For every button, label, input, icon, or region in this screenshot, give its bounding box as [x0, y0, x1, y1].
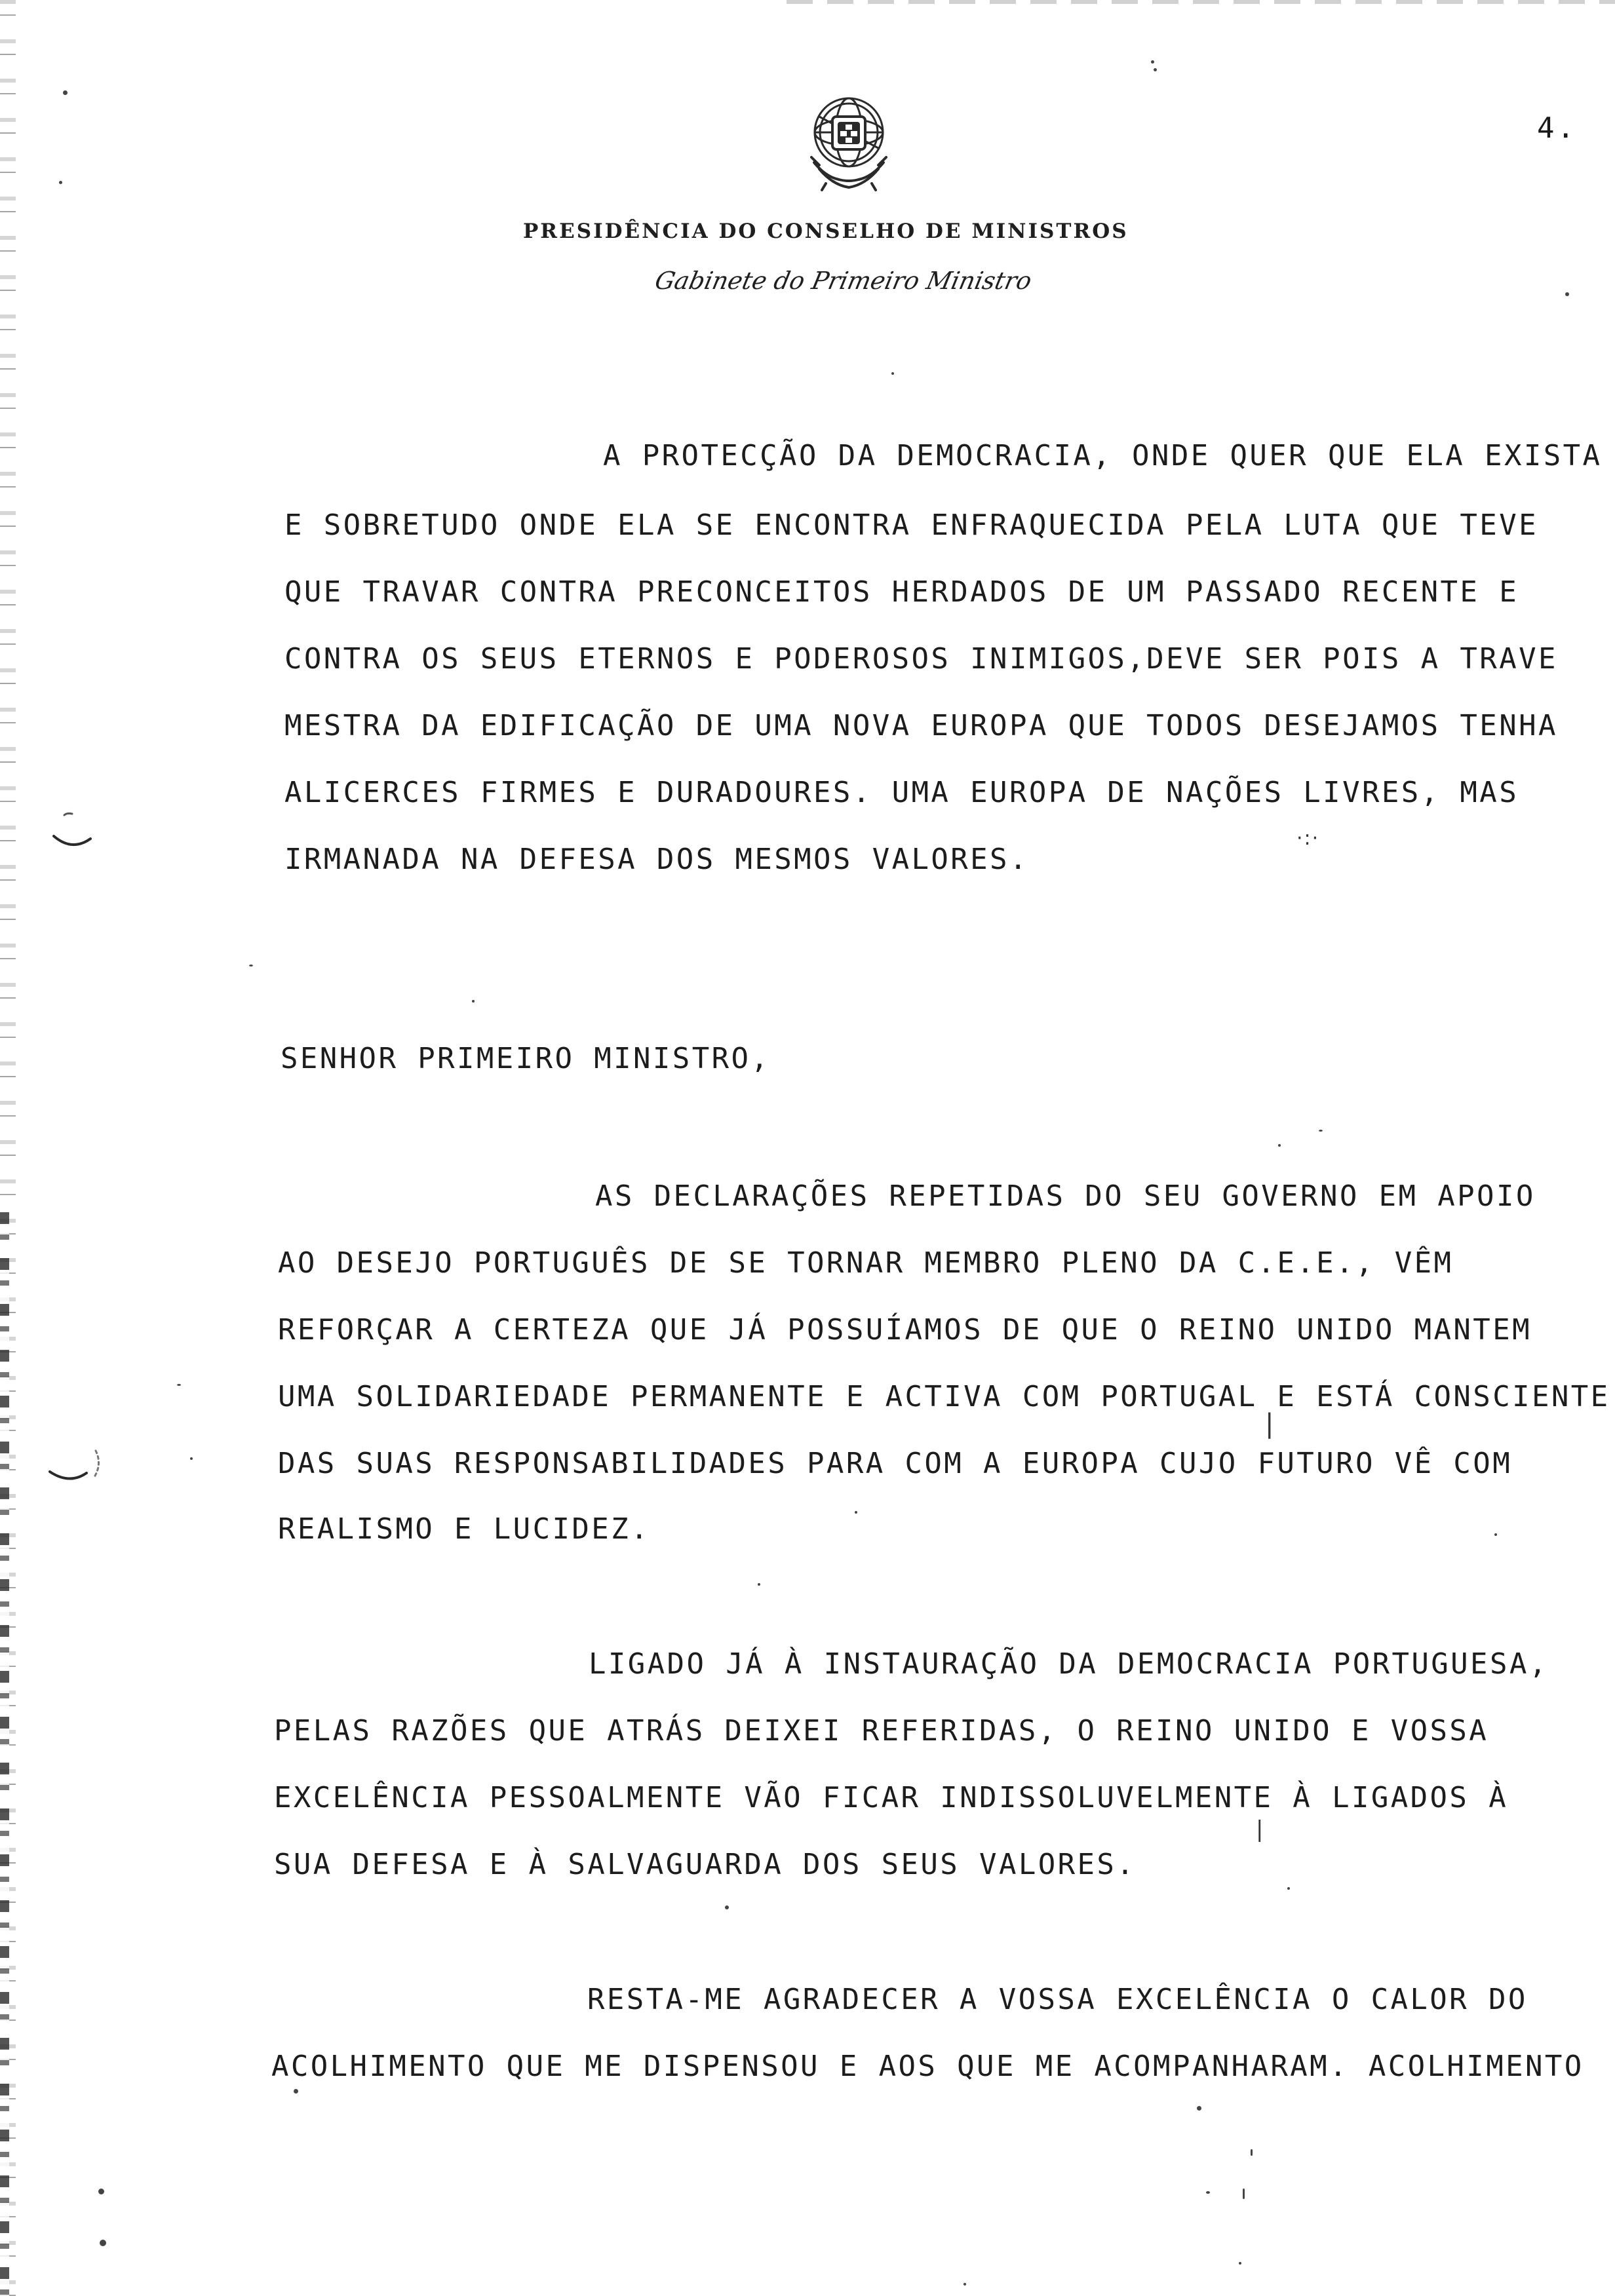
scan-speck	[1206, 2191, 1210, 2194]
scan-speck	[249, 965, 253, 966]
paragraph-4-line-1: RESTA-ME AGRADECER A VOSSA EXCELÊNCIA O CALOR DO	[587, 1983, 1528, 2016]
paragraph-2-line-1: AS DECLARAÇÕES REPETIDAS DO SEU GOVERNO EM APOIO	[595, 1179, 1536, 1213]
scan-speck	[63, 90, 68, 95]
paragraph-2-line-3: REFORÇAR A CERTEZA QUE JÁ POSSUÍAMOS DE QUE O REINO UNIDO MANTEM	[278, 1313, 1532, 1347]
salutation: SENHOR PRIMEIRO MINISTRO,	[281, 1042, 771, 1075]
scan-speck	[100, 2240, 106, 2246]
scan-speck	[472, 1000, 475, 1003]
scan-speck	[1319, 1130, 1323, 1132]
scan-speck	[1287, 1887, 1290, 1890]
scan-speck	[190, 1457, 193, 1460]
scan-speck	[1197, 2106, 1201, 2111]
paragraph-1-line-6: ALICERCES FIRMES E DURADOURES. UMA EUROPA DE NAÇÕES LIVRES, MAS	[284, 776, 1519, 809]
scan-speck	[1251, 2149, 1253, 2156]
scan-speck	[1154, 68, 1157, 71]
paragraph-2-line-6: REALISMO E LUCIDEZ.	[278, 1512, 650, 1546]
paragraph-1-line-3: QUE TRAVAR CONTRA PRECONCEITOS HERDADOS DE UM PASSADO RECENTE E	[284, 575, 1519, 609]
scan-speck	[1278, 1144, 1281, 1147]
paragraph-3-line-3: EXCELÊNCIA PESSOALMENTE VÃO FICAR INDISSOLUVELMENTE À LIGADOS À	[274, 1781, 1509, 1814]
scan-speck	[98, 2189, 104, 2194]
paragraph-3-line-1: LIGADO JÁ À INSTAURAÇÃO DA DEMOCRACIA PORTUGUESA,	[589, 1647, 1549, 1681]
punch-hole-mark	[46, 799, 98, 858]
scan-speck	[1565, 292, 1569, 296]
paragraph-1-line-1: A PROTECÇÃO DA DEMOCRACIA, ONDE QUER QUE ELA EXISTA	[603, 439, 1603, 472]
scan-speck	[177, 1384, 181, 1386]
page-number: 4.	[1537, 111, 1577, 145]
paragraph-2-line-4: UMA SOLIDARIEDADE PERMANENTE E ACTIVA COM PORTUGAL E ESTÁ CONSCIENTE	[278, 1380, 1610, 1413]
paragraph-4-line-2: ACOLHIMENTO QUE ME DISPENSOU E AOS QUE ME ACOMPANHARAM. ACOLHIMENTO	[271, 2050, 1584, 2083]
paragraph-1-line-7: IRMANADA NA DEFESA DOS MESMOS VALORES.	[284, 843, 1029, 876]
paragraph-1-line-2: E SOBRETUDO ONDE ELA SE ENCONTRA ENFRAQUECIDA PELA LUTA QUE TEVE	[284, 508, 1538, 542]
paragraph-1-line-5: MESTRA DA EDIFICAÇÃO DE UMA NOVA EUROPA QUE TODOS DESEJAMOS TENHA	[284, 709, 1558, 742]
paragraph-3-line-4: SUA DEFESA E À SALVAGUARDA DOS SEUS VALORES.	[274, 1848, 1137, 1881]
paragraph-2-line-2: AO DESEJO PORTUGUÊS DE SE TORNAR MEMBRO PLENO DA C.E.E., VÊM	[278, 1246, 1454, 1280]
paragraph-3-line-2: PELAS RAZÕES QUE ATRÁS DEIXEI REFERIDAS, O REINO UNIDO E VOSSA	[274, 1714, 1489, 1748]
paragraph-1-line-4: CONTRA OS SEUS ETERNOS E PODEROSOS INIMIGOS,DEVE SER POIS A TRAVE	[284, 642, 1558, 676]
scan-speck	[1239, 2262, 1241, 2265]
scan-speck	[1151, 60, 1154, 64]
institution-name: PRESIDÊNCIA DO CONSELHO DE MINISTROS	[523, 220, 1129, 243]
scan-speck	[294, 2089, 298, 2094]
ink-mark: ·:·	[1296, 827, 1320, 850]
scan-speck	[963, 2283, 966, 2286]
scan-speck	[1494, 1533, 1497, 1536]
office-name: Gabinete do Primeiro Ministro	[652, 267, 1034, 295]
punch-hole-mark	[46, 1435, 105, 1494]
ink-mark: |	[1256, 1816, 1264, 1843]
scan-speck	[758, 1583, 760, 1586]
scan-speck	[59, 181, 62, 184]
scan-speck	[891, 372, 894, 375]
scan-speck	[725, 1905, 729, 1909]
ink-mark: |	[1265, 1409, 1274, 1439]
scan-speck	[855, 1511, 857, 1514]
scan-speck	[1243, 2189, 1245, 2199]
paragraph-2-line-5: DAS SUAS RESPONSABILIDADES PARA COM A EUROPA CUJO FUTURO VÊ COM	[278, 1447, 1513, 1480]
